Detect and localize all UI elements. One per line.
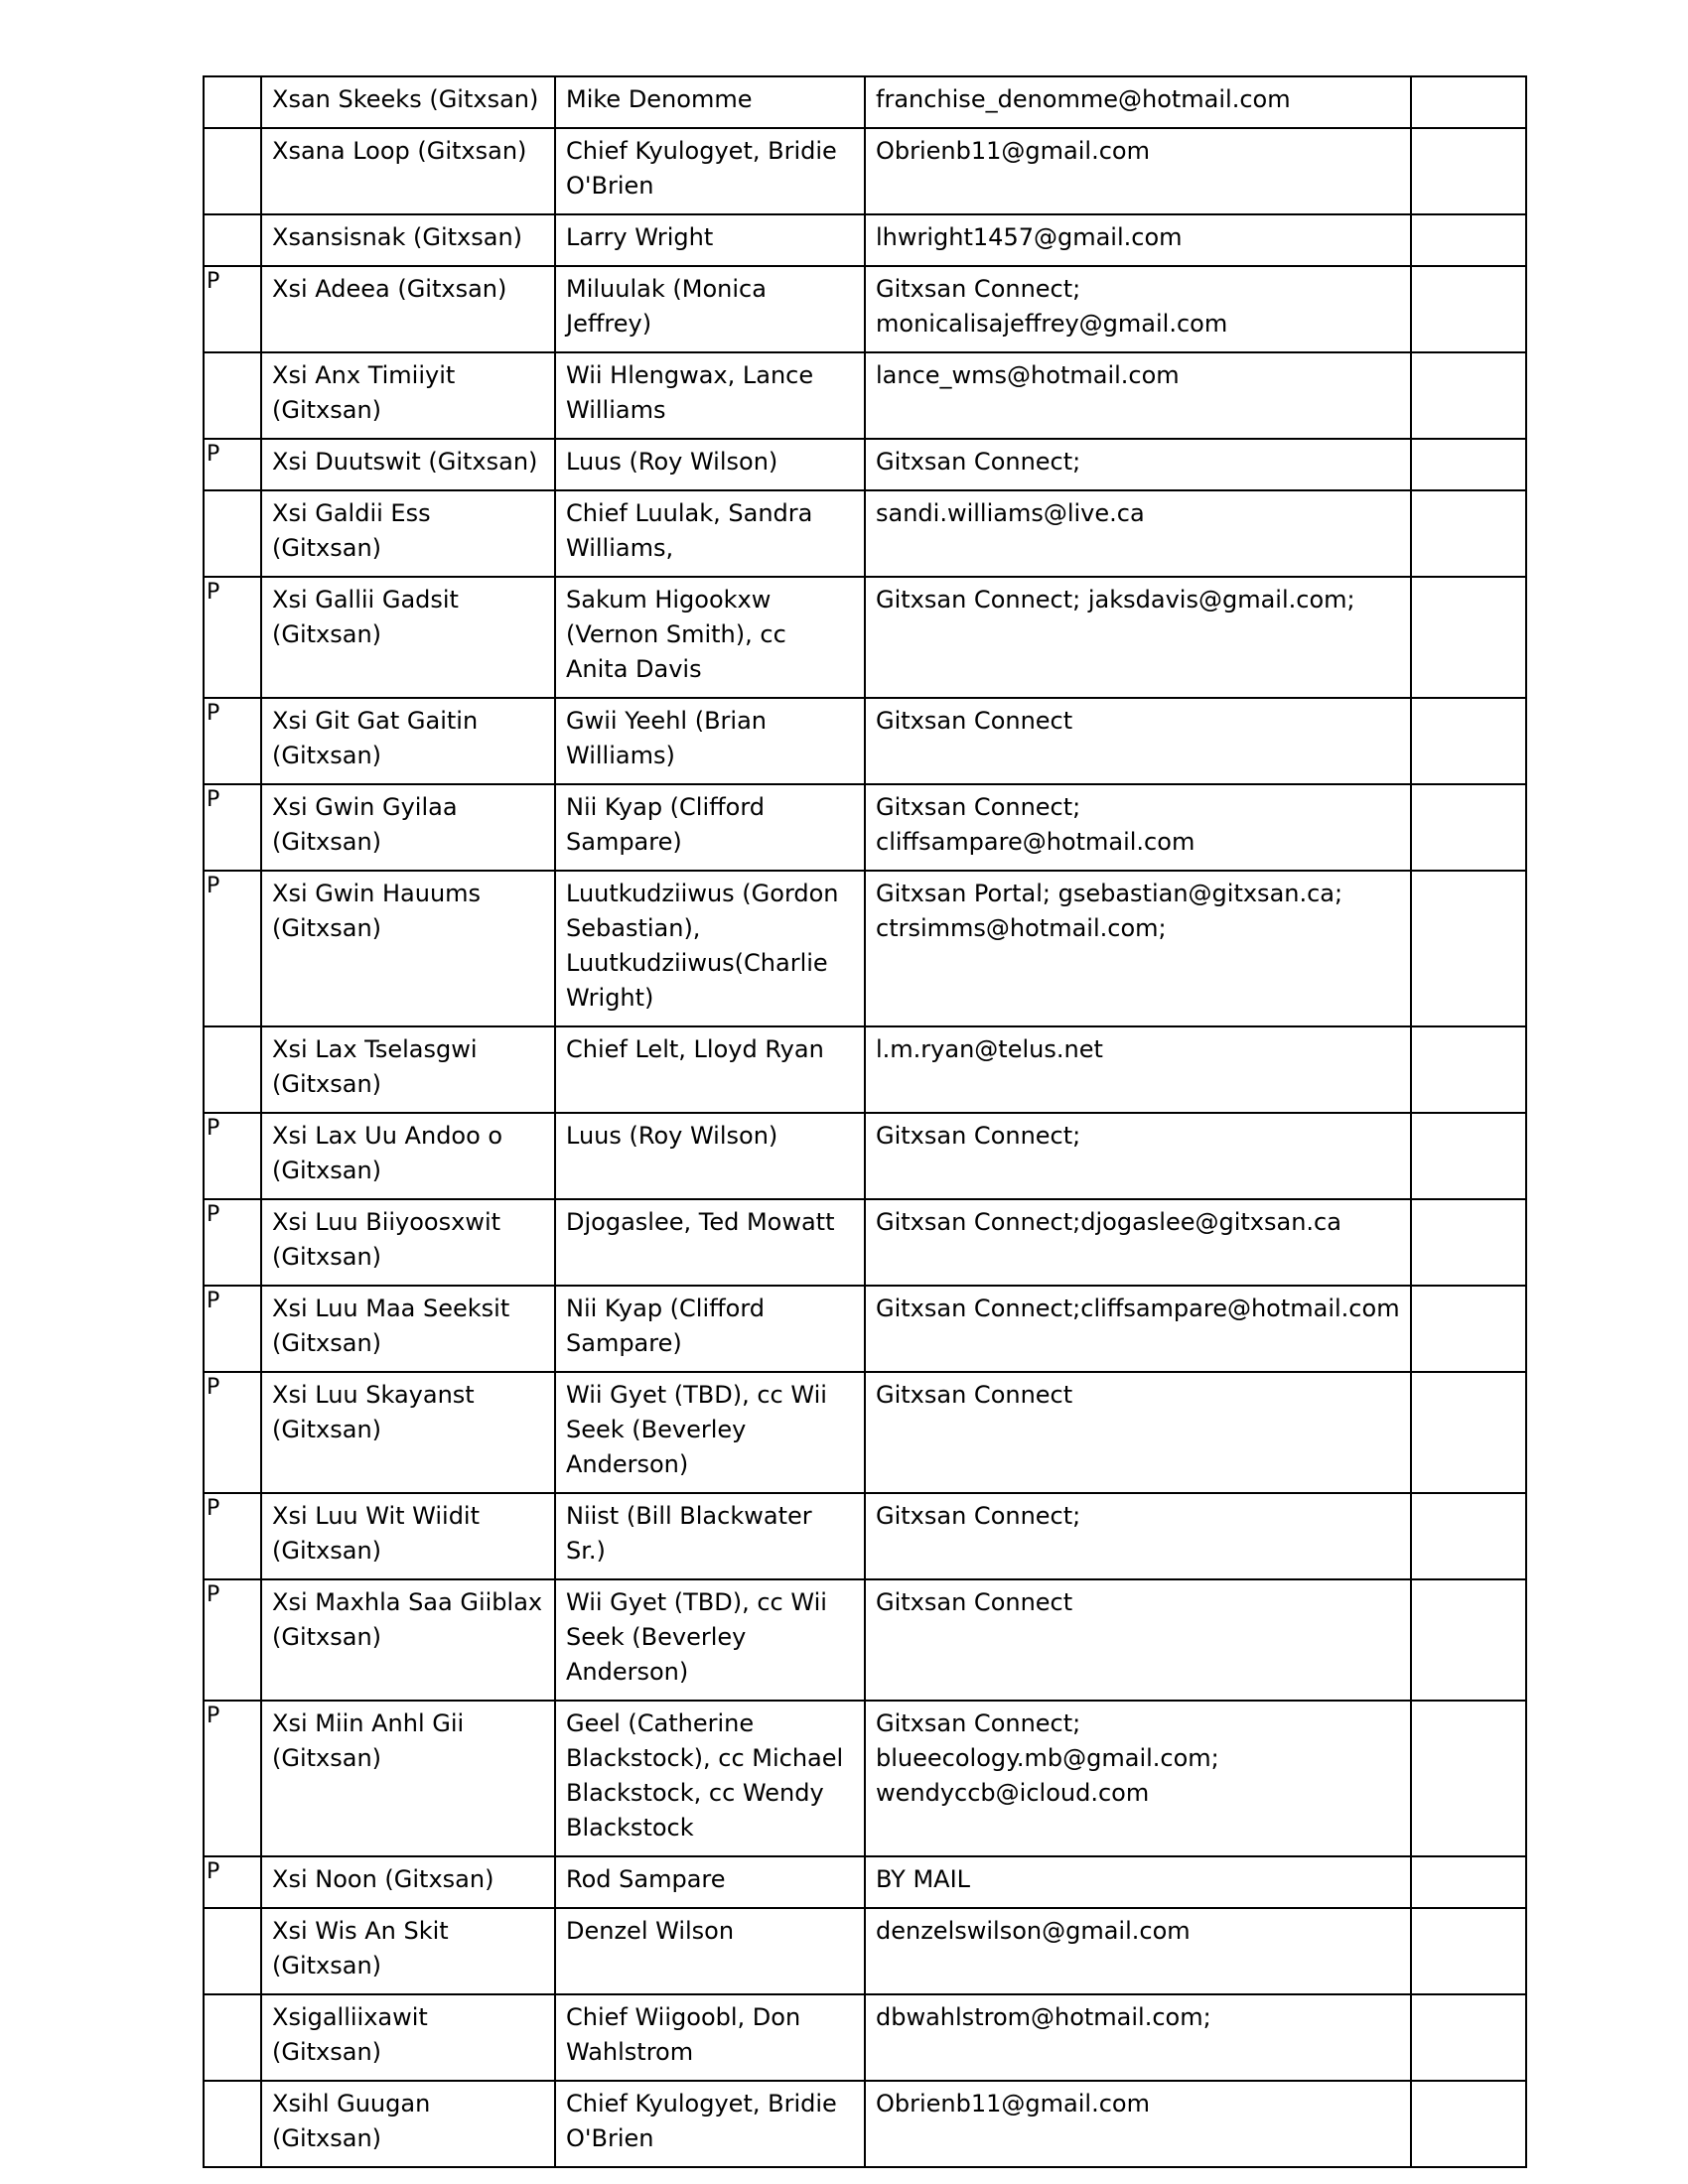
- table-row: [204, 871, 1526, 1026]
- contact-cell: Rod Sampare: [555, 1856, 865, 1908]
- flag-cell: P: [204, 871, 261, 1026]
- nation-cell: Xsi Luu Maa Seeksit (Gitxsan): [261, 1286, 555, 1372]
- nation-cell: Xsi Noon (Gitxsan): [261, 1856, 555, 1908]
- table-row: [204, 784, 1526, 871]
- flag-cell: P: [204, 439, 261, 490]
- contacts-table: [203, 75, 1527, 2168]
- table-row: [204, 1994, 1526, 2081]
- contact-cell: Nii Kyap (Clifford Sampare): [555, 784, 865, 871]
- nation-cell: Xsi Luu Wit Wiidit (Gitxsan): [261, 1493, 555, 1579]
- flag-cell: P: [204, 1372, 261, 1493]
- flag-cell: P: [204, 266, 261, 352]
- notes-cell: [1411, 1493, 1526, 1579]
- notes-cell: [1411, 439, 1526, 490]
- contact-cell: Niist (Bill Blackwater Sr.): [555, 1493, 865, 1579]
- contact-cell: Luus (Roy Wilson): [555, 1113, 865, 1199]
- table-row: [204, 1199, 1526, 1286]
- contact-cell: Larry Wright: [555, 214, 865, 266]
- email-cell: Gitxsan Portal; gsebastian@gitxsan.ca; ctrsimms@hotmail.com;: [865, 871, 1411, 1026]
- email-cell: Gitxsan Connect;: [865, 1493, 1411, 1579]
- flag-cell: P: [204, 1579, 261, 1701]
- contact-cell: Chief Lelt, Lloyd Ryan: [555, 1026, 865, 1113]
- table-row: [204, 577, 1526, 698]
- nation-cell: Xsi Wis An Skit (Gitxsan): [261, 1908, 555, 1994]
- table-row: [204, 1701, 1526, 1856]
- flag-cell: P: [204, 698, 261, 784]
- notes-cell: [1411, 76, 1526, 128]
- nation-cell: Xsi Gwin Hauums (Gitxsan): [261, 871, 555, 1026]
- email-cell: Gitxsan Connect; cliffsampare@hotmail.com: [865, 784, 1411, 871]
- contact-cell: Wii Gyet (TBD), cc Wii Seek (Beverley Anderson): [555, 1372, 865, 1493]
- flag-cell: [204, 214, 261, 266]
- nation-cell: Xsigalliixawit (Gitxsan): [261, 1994, 555, 2081]
- email-cell: franchise_denomme@hotmail.com: [865, 76, 1411, 128]
- flag-cell: [204, 1026, 261, 1113]
- notes-cell: [1411, 784, 1526, 871]
- notes-cell: [1411, 266, 1526, 352]
- contact-cell: Gwii Yeehl (Brian Williams): [555, 698, 865, 784]
- nation-cell: Xsi Lax Tselasgwi (Gitxsan): [261, 1026, 555, 1113]
- email-cell: l.m.ryan@telus.net: [865, 1026, 1411, 1113]
- contact-cell: Nii Kyap (Clifford Sampare): [555, 1286, 865, 1372]
- notes-cell: [1411, 698, 1526, 784]
- table-row: [204, 1026, 1526, 1113]
- flag-cell: P: [204, 577, 261, 698]
- email-cell: lance_wms@hotmail.com: [865, 352, 1411, 439]
- notes-cell: [1411, 214, 1526, 266]
- nation-cell: Xsi Anx Timiiyit (Gitxsan): [261, 352, 555, 439]
- table-row: [204, 352, 1526, 439]
- email-cell: denzelswilson@gmail.com: [865, 1908, 1411, 1994]
- table-row: [204, 439, 1526, 490]
- flag-cell: [204, 352, 261, 439]
- notes-cell: [1411, 1286, 1526, 1372]
- flag-cell: [204, 1994, 261, 2081]
- notes-cell: [1411, 577, 1526, 698]
- table-row: [204, 128, 1526, 214]
- table-row: [204, 266, 1526, 352]
- email-cell: lhwright1457@gmail.com: [865, 214, 1411, 266]
- flag-cell: [204, 76, 261, 128]
- email-cell: Gitxsan Connect;: [865, 439, 1411, 490]
- notes-cell: [1411, 2081, 1526, 2167]
- notes-cell: [1411, 352, 1526, 439]
- table-row: [204, 1856, 1526, 1908]
- contact-cell: Chief Luulak, Sandra Williams,: [555, 490, 865, 577]
- nation-cell: Xsi Lax Uu Andoo o (Gitxsan): [261, 1113, 555, 1199]
- email-cell: Gitxsan Connect: [865, 1579, 1411, 1701]
- flag-cell: P: [204, 1286, 261, 1372]
- flag-cell: [204, 490, 261, 577]
- nation-cell: Xsi Luu Biiyoosxwit (Gitxsan): [261, 1199, 555, 1286]
- contact-cell: Chief Wiigoobl, Don Wahlstrom: [555, 1994, 865, 2081]
- table-row: [204, 1579, 1526, 1701]
- contacts-table-body: [204, 76, 1526, 2167]
- table-row: [204, 1493, 1526, 1579]
- notes-cell: [1411, 490, 1526, 577]
- table-row: [204, 214, 1526, 266]
- email-cell: Gitxsan Connect;: [865, 1113, 1411, 1199]
- notes-cell: [1411, 1113, 1526, 1199]
- email-cell: sandi.williams@live.ca: [865, 490, 1411, 577]
- notes-cell: [1411, 1701, 1526, 1856]
- nation-cell: Xsi Duutswit (Gitxsan): [261, 439, 555, 490]
- table-row: [204, 698, 1526, 784]
- nation-cell: Xsana Loop (Gitxsan): [261, 128, 555, 214]
- flag-cell: P: [204, 1701, 261, 1856]
- contact-cell: Wii Gyet (TBD), cc Wii Seek (Beverley Anderson): [555, 1579, 865, 1701]
- flag-cell: P: [204, 1199, 261, 1286]
- nation-cell: Xsi Adeea (Gitxsan): [261, 266, 555, 352]
- nation-cell: Xsan Skeeks (Gitxsan): [261, 76, 555, 128]
- notes-cell: [1411, 1994, 1526, 2081]
- email-cell: Gitxsan Connect: [865, 1372, 1411, 1493]
- contact-cell: Mike Denomme: [555, 76, 865, 128]
- flag-cell: [204, 2081, 261, 2167]
- notes-cell: [1411, 1026, 1526, 1113]
- nation-cell: Xsi Gallii Gadsit (Gitxsan): [261, 577, 555, 698]
- notes-cell: [1411, 1372, 1526, 1493]
- contact-cell: Miluulak (Monica Jeffrey): [555, 266, 865, 352]
- email-cell: Gitxsan Connect: [865, 698, 1411, 784]
- notes-cell: [1411, 1579, 1526, 1701]
- notes-cell: [1411, 871, 1526, 1026]
- email-cell: Gitxsan Connect; monicalisajeffrey@gmail.com: [865, 266, 1411, 352]
- nation-cell: Xsi Gwin Gyilaa (Gitxsan): [261, 784, 555, 871]
- flag-cell: P: [204, 1113, 261, 1199]
- email-cell: Gitxsan Connect; blueecology.mb@gmail.com; wendyccb@icloud.com: [865, 1701, 1411, 1856]
- table-row: [204, 2081, 1526, 2167]
- nation-cell: Xsansisnak (Gitxsan): [261, 214, 555, 266]
- notes-cell: [1411, 1856, 1526, 1908]
- table-row: [204, 1908, 1526, 1994]
- table-row: [204, 490, 1526, 577]
- contact-cell: Chief Kyulogyet, Bridie O'Brien: [555, 128, 865, 214]
- notes-cell: [1411, 128, 1526, 214]
- email-cell: dbwahlstrom@hotmail.com;: [865, 1994, 1411, 2081]
- contact-cell: Sakum Higookxw (Vernon Smith), cc Anita Davis: [555, 577, 865, 698]
- email-cell: BY MAIL: [865, 1856, 1411, 1908]
- email-cell: Gitxsan Connect;cliffsampare@hotmail.com: [865, 1286, 1411, 1372]
- email-cell: Obrienb11@gmail.com: [865, 2081, 1411, 2167]
- contact-cell: Djogaslee, Ted Mowatt: [555, 1199, 865, 1286]
- nation-cell: Xsihl Guugan (Gitxsan): [261, 2081, 555, 2167]
- contact-cell: Wii Hlengwax, Lance Williams: [555, 352, 865, 439]
- table-row: [204, 1286, 1526, 1372]
- table-row: [204, 76, 1526, 128]
- contact-cell: Chief Kyulogyet, Bridie O'Brien: [555, 2081, 865, 2167]
- flag-cell: P: [204, 1493, 261, 1579]
- nation-cell: Xsi Git Gat Gaitin (Gitxsan): [261, 698, 555, 784]
- table-row: [204, 1372, 1526, 1493]
- email-cell: Gitxsan Connect; jaksdavis@gmail.com;: [865, 577, 1411, 698]
- nation-cell: Xsi Galdii Ess (Gitxsan): [261, 490, 555, 577]
- contact-cell: Luutkudziiwus (Gordon Sebastian), Luutkudziiwus(Charlie Wright): [555, 871, 865, 1026]
- contact-cell: Geel (Catherine Blackstock), cc Michael Blackstock, cc Wendy Blackstock: [555, 1701, 865, 1856]
- notes-cell: [1411, 1199, 1526, 1286]
- flag-cell: P: [204, 1856, 261, 1908]
- email-cell: Obrienb11@gmail.com: [865, 128, 1411, 214]
- contact-cell: Luus (Roy Wilson): [555, 439, 865, 490]
- nation-cell: Xsi Maxhla Saa Giiblax (Gitxsan): [261, 1579, 555, 1701]
- table-row: [204, 1113, 1526, 1199]
- flag-cell: [204, 1908, 261, 1994]
- flag-cell: [204, 128, 261, 214]
- nation-cell: Xsi Miin Anhl Gii (Gitxsan): [261, 1701, 555, 1856]
- notes-cell: [1411, 1908, 1526, 1994]
- email-cell: Gitxsan Connect;djogaslee@gitxsan.ca: [865, 1199, 1411, 1286]
- contact-cell: Denzel Wilson: [555, 1908, 865, 1994]
- flag-cell: P: [204, 784, 261, 871]
- nation-cell: Xsi Luu Skayanst (Gitxsan): [261, 1372, 555, 1493]
